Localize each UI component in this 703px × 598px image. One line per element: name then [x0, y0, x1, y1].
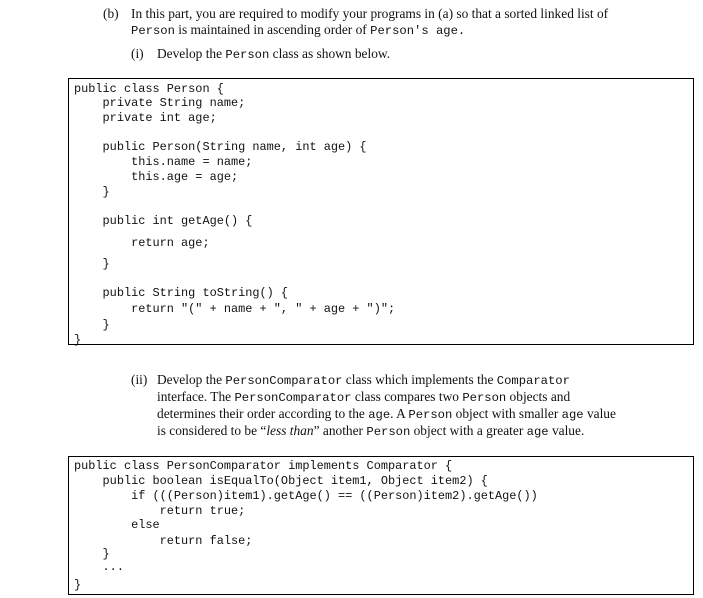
text: Develop the — [157, 372, 226, 387]
text: value — [583, 406, 616, 421]
item-i-label: (i) — [131, 46, 144, 61]
part-b-label: (b) — [103, 6, 119, 21]
code-line: } — [74, 578, 82, 592]
code-line: return "(" + name + ", " + age + ")"; — [74, 302, 396, 316]
code-line: } — [74, 333, 82, 347]
item-ii-line-4 — [157, 422, 584, 441]
code-line: public class Person { — [74, 82, 224, 96]
code-line: else — [74, 518, 160, 532]
code-line: } — [74, 257, 110, 271]
code: Person — [462, 391, 507, 405]
code-line: public int getAge() { — [74, 214, 253, 228]
text: class compares two — [351, 389, 463, 404]
text: is considered to be “ — [157, 423, 267, 438]
text: value. — [548, 423, 585, 438]
code-person: Person — [131, 24, 175, 38]
code: age — [368, 408, 391, 422]
code: Person — [366, 425, 411, 439]
code-box-person — [68, 78, 694, 345]
code-line: this.age = age; — [74, 170, 239, 184]
text: objects and — [506, 389, 571, 404]
code: age — [561, 408, 584, 422]
text: object with smaller — [452, 406, 562, 421]
code-line: public Person(String name, int age) { — [74, 140, 367, 154]
code-line: } — [74, 185, 110, 199]
text: is maintained in ascending order of — [174, 22, 371, 37]
text: ” another — [313, 423, 367, 438]
item-i-text — [157, 45, 390, 64]
text: interface. The — [157, 389, 235, 404]
code: PersonComparator — [225, 374, 343, 388]
code-line: private String name; — [74, 96, 246, 110]
code: Person — [408, 408, 453, 422]
code: age — [526, 425, 549, 439]
code-line: this.name = name; — [74, 155, 253, 169]
code-line: return true; — [74, 504, 246, 518]
text: determines their order according to the — [157, 406, 369, 421]
text: class which implements the — [342, 372, 497, 387]
code-line: private int age; — [74, 111, 217, 125]
code-line: } — [74, 547, 110, 561]
code-line: } — [74, 318, 110, 332]
code: Comparator — [496, 374, 570, 388]
code-line: public class PersonComparator implements Comparator { — [74, 459, 453, 473]
text: object with a greater — [410, 423, 527, 438]
emphasis: less than — [266, 423, 314, 438]
code-line: return age; — [74, 236, 210, 250]
code-line: public boolean isEqualTo(Object item1, Object item2) { — [74, 474, 488, 488]
code-box-comparator — [68, 456, 694, 595]
code-person-age: Person's age. — [370, 24, 466, 38]
code-line: return false; — [74, 534, 253, 548]
part-b-line-2 — [131, 21, 465, 40]
text: . A — [390, 406, 409, 421]
part-b-line-1: In this part, you are required to modify your programs in (a) so that a sorted linked list of — [131, 6, 609, 21]
code-line: if (((Person)item1).getAge() == ((Person)item2).getAge()) — [74, 489, 538, 503]
text: Develop the — [157, 46, 226, 61]
item-ii-label: (ii) — [131, 372, 148, 387]
code-line: public String toString() { — [74, 286, 289, 300]
code: PersonComparator — [234, 391, 352, 405]
text: class as shown below. — [269, 46, 391, 61]
code-line: ... — [74, 560, 124, 574]
code-person: Person — [225, 48, 270, 62]
